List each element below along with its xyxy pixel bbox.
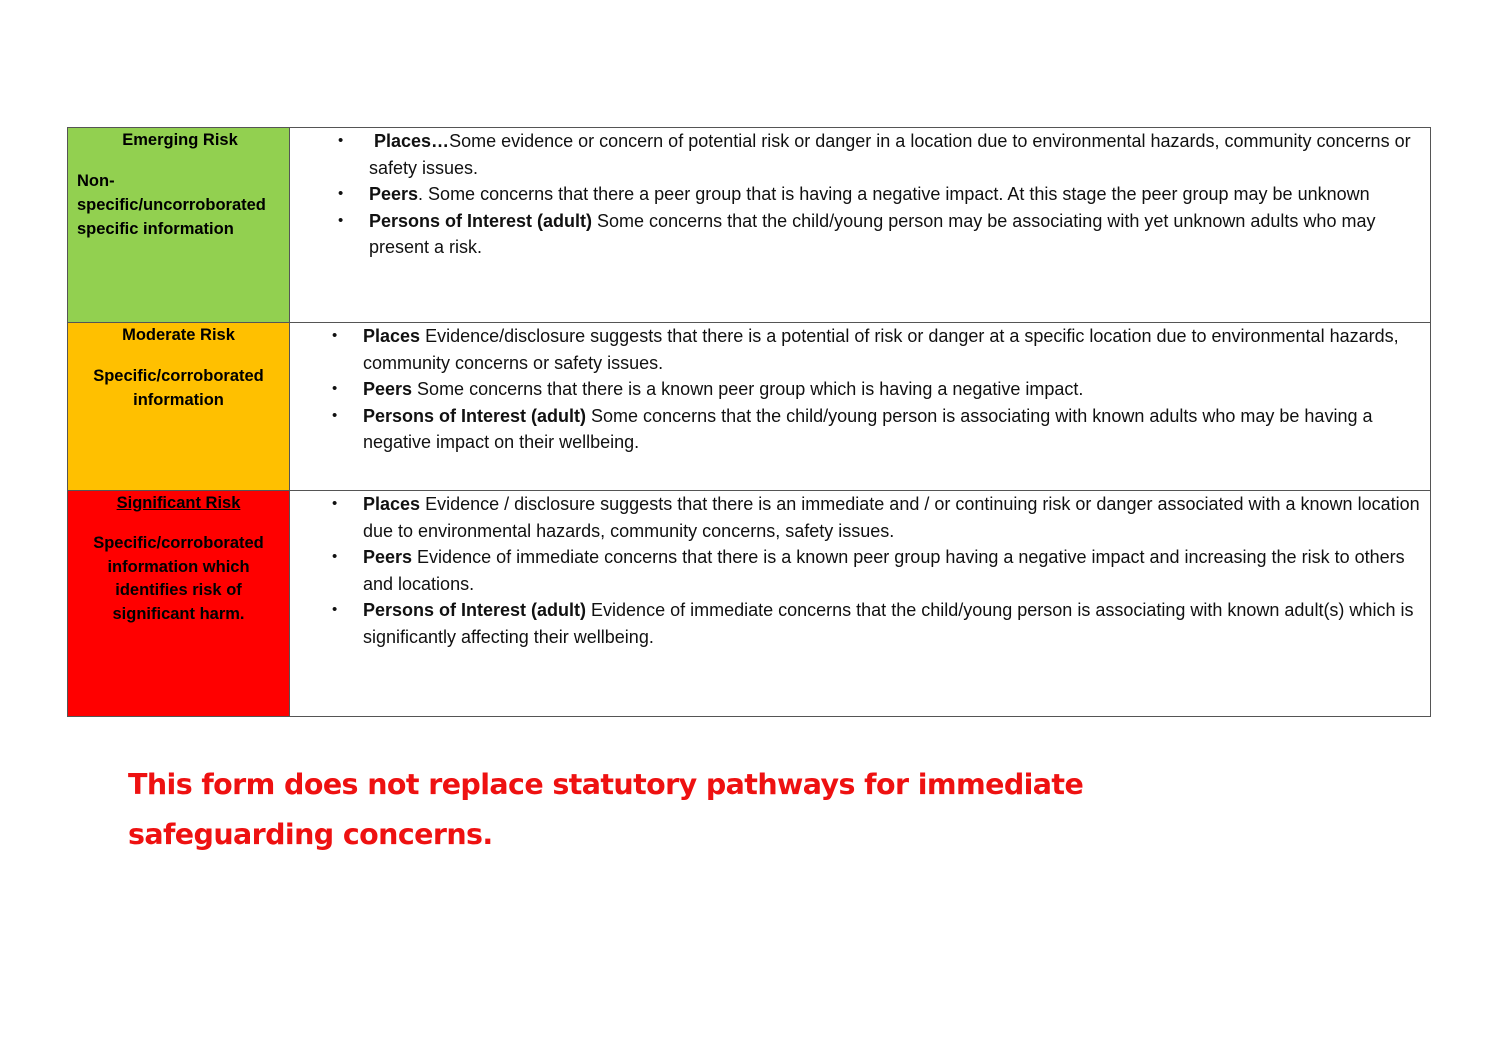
significant-risk-description-cell <box>290 491 1431 717</box>
bullet-icon: • <box>332 380 338 398</box>
list-item <box>332 597 1420 650</box>
item-text: Some concerns that there is a known peer group which is having a negative impact. <box>412 379 1084 400</box>
significant-risk-row <box>68 491 1431 717</box>
item-label: Peers <box>369 184 419 205</box>
list-item <box>338 128 1412 181</box>
significant-risk-subtitle: Specific/corroborated information which identifies risk of significant harm. <box>93 534 264 623</box>
item-text: Some concerns that the child/young person is associating with known adults who may be having a negative impact on their wellbeing. <box>363 405 1373 453</box>
bullet-icon: • <box>338 211 344 229</box>
moderate-risk-title: Moderate Risk <box>122 326 235 344</box>
emerging-risk-description-cell <box>290 128 1431 323</box>
bullet-icon: • <box>332 548 338 566</box>
risk-levels-table <box>67 127 1431 717</box>
list-item <box>332 376 1420 403</box>
safeguarding-disclaimer: This form does not replace statutory pathways for immediate safeguarding concerns. <box>128 768 1084 851</box>
emerging-risk-row <box>68 128 1431 323</box>
item-text: Evidence of immediate concerns that there is a known peer group having a negative impact and increasing the risk to others and locations. <box>363 547 1405 594</box>
moderate-risk-list <box>290 323 1430 456</box>
moderate-risk-subtitle: Specific/corroborated information <box>93 367 264 409</box>
item-label: Places… <box>374 131 450 151</box>
bullet-icon: • <box>332 495 338 512</box>
item-label: Persons of Interest (adult) <box>363 600 587 621</box>
item-label: Persons of Interest (adult) <box>369 210 593 231</box>
item-text: Evidence/disclosure suggests that there is a potential of risk or danger at a specific location due to environmental hazards, community concerns or safety issues. <box>363 326 1399 373</box>
bullet-icon: • <box>338 132 344 149</box>
list-item <box>332 491 1420 544</box>
item-text: Some concerns that the child/young person may be associating with yet unknown adults who may present a risk. <box>369 210 1376 258</box>
item-label: Persons of Interest (adult) <box>363 405 587 426</box>
item-label: Peers <box>363 379 413 400</box>
item-label: Places <box>363 494 421 514</box>
item-text: Some evidence or concern of potential risk or danger in a location due to environmental hazards, community concerns or safety issues. <box>369 131 1411 178</box>
bullet-icon: • <box>332 406 338 424</box>
item-text: Evidence of immediate concerns that the child/young person is associating with known adult(s) which is significantly affecting their wellbeing. <box>363 600 1414 647</box>
emerging-risk-level-cell <box>68 128 290 323</box>
list-item <box>338 208 1412 261</box>
moderate-risk-row <box>68 323 1431 491</box>
significant-risk-title: Significant Risk <box>116 494 241 512</box>
significant-risk-level-cell <box>68 491 290 717</box>
moderate-risk-level-cell <box>68 323 290 491</box>
list-item <box>332 544 1420 597</box>
emerging-risk-title: Emerging Risk <box>122 131 238 149</box>
item-text: Evidence / disclosure suggests that there is an immediate and / or continuing risk or danger associated with a known location due to environmental hazards, community concerns, safety issues. <box>363 494 1420 541</box>
bullet-icon: • <box>332 601 338 619</box>
item-label: Peers <box>363 547 413 568</box>
bullet-icon: • <box>332 327 338 344</box>
significant-risk-list <box>290 491 1430 651</box>
bullet-icon: • <box>338 185 344 203</box>
list-item <box>332 403 1420 456</box>
moderate-risk-description-cell <box>290 323 1431 491</box>
item-label: Places <box>363 326 421 346</box>
emerging-risk-list <box>290 128 1430 261</box>
list-item <box>332 323 1420 376</box>
list-item <box>338 181 1412 208</box>
item-text: . Some concerns that there a peer group that is having a negative impact. At this stage the peer group may be unknown <box>418 184 1370 205</box>
emerging-risk-subtitle: Non-specific/uncorroborated specific information <box>77 172 266 238</box>
